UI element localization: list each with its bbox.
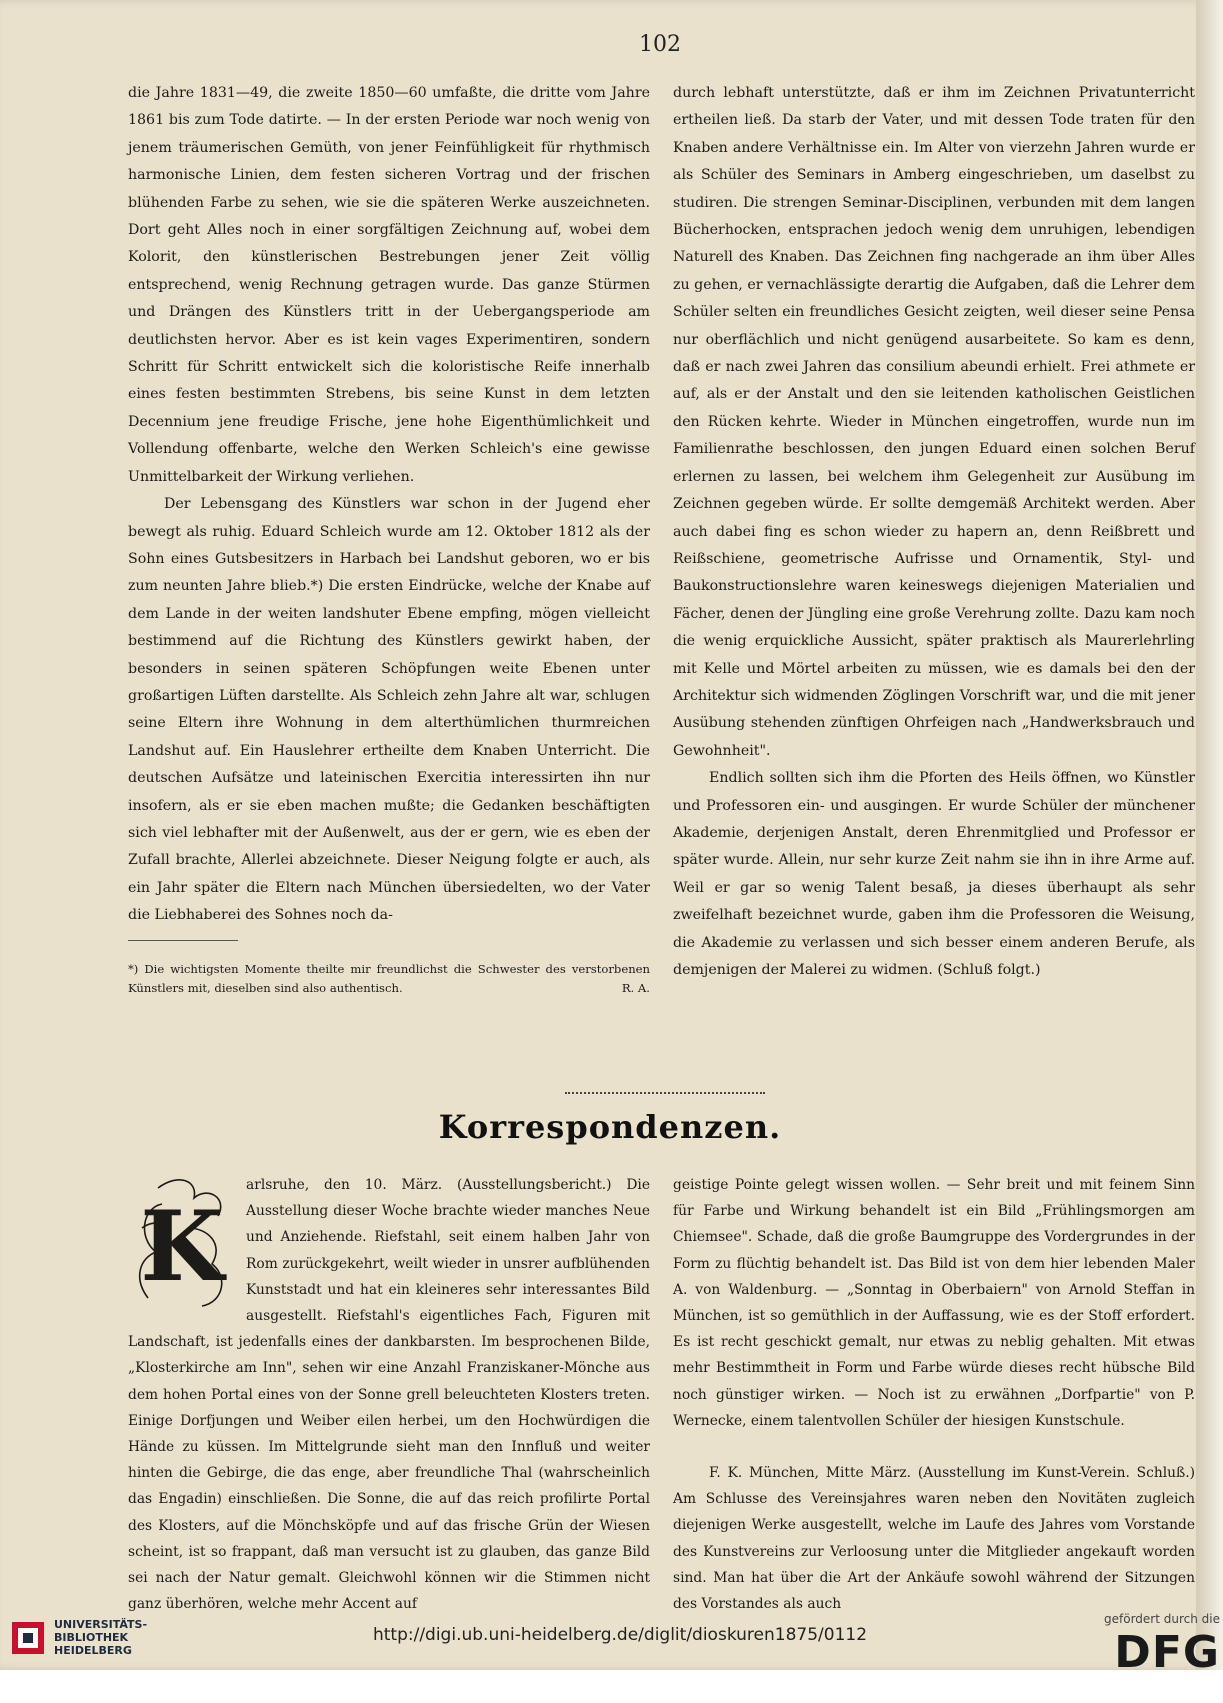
- source-url-link[interactable]: http://digi.ub.uni-heidelberg.de/diglit/dioskuren1875/0112: [372, 1625, 868, 1645]
- column-right-bottom: [673, 1172, 1195, 1617]
- paragraph: F. K. München, Mitte März. (Ausstellung im Kunst-Verein. Schluß.) Am Schlusse des Vereinsjahres waren neben den Novitäten zugleich diejenigen Werke ausgestellt, welche im Laufe des Jahres vom Vorstande des Kunstvereins zur Verloosung unter die Mitglieder angekauft worden sind. Man hat über die Art der Ankäufe sowohl während der Sitzungen des Vorstandes als auch: [673, 1465, 1195, 1613]
- paragraph: Der Lebensgang des Künstlers war schon in der Jugend eher bewegt als ruhig. Eduard Schleich wurde am 12. Oktober 1812 als der Sohn eines Gutsbesitzers in Harbach bei Landshut geboren, wo er bis zum neunten Jahre blieb.*) Die ersten Eindrücke, welche der Knabe auf dem Lande in der weiten landshuter Ebene empfing, mögen vielleicht bestimmend auf die Richtung des Künstlers gewirkt haben, der besonders in seinen späteren Schöpfungen weite Ebenen unter großartigen Lüften darstellte. Als Schleich zehn Jahre alt war, schlugen seine Eltern ihre Wohnung in dem alterthümlichen thurmreichen Landshut auf. Ein Hauslehrer ertheilte dem Knaben Unterricht. Die deutschen Aufsätze und lateinischen Exercitia interessirten ihn nur insofern, als er sie eben machen mußte; die Gedanken beschäftigten sich viel lebhafter mit der Außenwelt, aus der er gern, wie es eben der Zufall brachte, Allerlei abzeichnete. Dieser Neigung folgte er auch, als ein Jahr später die Eltern nach München übersiedelten, wo der Vater die Liebhaberei des Sohnes noch da-: [128, 496, 650, 924]
- section-heading: Korrespondenzen.: [438, 1108, 782, 1146]
- footnote-rule: [128, 940, 238, 941]
- library-line-1: UNIVERSITÄTS-: [54, 1618, 148, 1631]
- initial-spacer: [128, 1172, 246, 1322]
- paragraph-gap: [673, 1434, 1195, 1460]
- column-right-top: [673, 80, 1195, 984]
- library-line-2: BIBLIOTHEK: [54, 1631, 129, 1644]
- library-line-3: HEIDELBERG: [54, 1644, 132, 1657]
- dfg-logo-text: DFG: [1114, 1627, 1220, 1678]
- university-emblem-icon: [10, 1618, 46, 1658]
- footer-bar: [0, 1670, 1223, 1703]
- footnote-text: *) Die wichtigsten Momente theilte mir freundlichst die Schwester des verstorbenen Künstlers mit, dieselben sind also authentisch.: [128, 962, 650, 995]
- column-left-top: [128, 80, 650, 930]
- initial-letter: K: [140, 1190, 224, 1303]
- section-divider: [565, 1084, 765, 1094]
- column-left-bottom: [128, 1172, 650, 1617]
- funding-caption: gefördert durch die: [1104, 1612, 1220, 1626]
- paragraph: geistige Pointe gelegt wissen wollen. — Sehr breit und mit feinem Sinn für Farbe und Wirkung behandelt ist ein Bild „Frühlingsmorgen am Chiemsee". Schade, daß die große Baumgruppe des Vordergrundes in der Form zu flüchtig behandelt ist. Das Bild ist von dem hier lebenden Maler A. von Waldenburg. — „Sonntag in Oberbaiern" von Arnold Steffan in München, ist so gemüthlich in der Auffassung, wie es der Stoff erfordert. Es ist recht geschickt gemalt, nur etwas zu neblig gehalten. Mit etwas mehr Bestimmtheit in Form und Farbe würde dieses recht hübsche Bild noch günstiger wirken. — Noch ist zu erwähnen „Dorfpartie" von P. Wernecke, einem talentvollen Schüler der hiesigen Kunstschule.: [673, 1177, 1195, 1429]
- library-logo: [8, 1612, 168, 1664]
- page-edge: [1196, 0, 1223, 1670]
- funding-logo: [1070, 1612, 1220, 1692]
- footnote: [128, 960, 650, 998]
- footnote-signature: R. A.: [621, 981, 650, 995]
- paragraph: arlsruhe, den 10. März. (Ausstellungsbericht.) Die Ausstellung dieser Woche brachte wieder manches Neue und Anziehende. Riefstahl, seit einem halben Jahr von Rom zurückgekehrt, weilt wieder in unsrer aufblühenden Kunststadt und hat ein kleineres sehr interessantes Bild ausgestellt. Riefstahl's eigentliches Fach, Figuren mit Landschaft, ist jedenfalls eines der dankbarsten. Im besprochenen Bilde, „Klosterkirche am Inn", sehen wir eine Anzahl Franziskaner-Mönche aus dem hohen Portal eines von der Sonne grell beleuchteten Klosters treten. Einige Dorfjungen und Weiber eilen herbei, um den Hochwürdigen die Hände zu küssen. Im Mittelgrunde sieht man den Innfluß und weiter hinten die Gebirge, die das enge, aber freundliche Thal (wahrscheinlich das Engadin) einschließen. Die Sonne, die auf das reich profilirte Portal des Klosters, auf die Mönchsköpfe und auf das frische Grün der Wiesen scheint, ist so frappant, daß man versucht ist zu glauben, das ganze Bild sei nach der Natur gemalt. Gleichwohl können wir die Stimmen nicht ganz überhören, welche mehr Accent auf: [128, 1177, 650, 1613]
- paragraph: durch lebhaft unterstützte, daß er ihm im Zeichnen Privatunterricht ertheilen ließ. Da starb der Vater, und mit dessen Tode traten für den Knaben andere Verhältnisse ein. Im Alter von vierzehn Jahren wurde er als Schüler des Seminars in Amberg eingeschrieben, um daselbst zu studiren. Die strengen Seminar-Disciplinen, verbunden mit dem langen Bücherhocken, entsprachen jedoch wenig dem unruhigen, lebendigen Naturell des Knaben. Das Zeichnen fing nachgerade an ihm über Alles zu gehen, er vernachlässigte derartig die Aufgaben, daß die Lehrer dem Schüler selten ein freundliches Gesicht zeigten, weil dieser seine Pensa nur oberflächlich und nicht genügend ausarbeitete. So kam es denn, daß er nach zwei Jahren das consilium abeundi erhielt. Frei athmete er auf, als er der Anstalt und den sie leitenden katholischen Geistlichen den Rücken kehrte. Wieder in München eingetroffen, wurde nun im Familienrathe beschlossen, den jungen Eduard einen solchen Beruf erlernen zu lassen, bei welchem ihm Gelegenheit zur Ausübung im Zeichnen gegeben würde. Er sollte demgemäß Architekt werden. Aber auch dabei fing es schon wieder zu hapern an, denn Reißbrett und Reißschiene, geometrische Aufrisse und Ornamentik, Styl- und Baukonstructionslehre waren keineswegs diejenigen Materialien und Fächer, denen der Jüngling eine große Verehrung zollte. Dazu kam noch die wenig erquickliche Aussicht, später praktisch als Maurerlehrling mit Kelle und Mörtel arbeiten zu müssen, wie es damals bei den der Architektur sich widmenden Zöglingen Vorschrift war, und die mit jener Ausübung stehenden zünftigen Ohrfeigen nach „Handwerksbrauch und Gewohnheit".: [673, 85, 1195, 759]
- paragraph: die Jahre 1831—49, die zweite 1850—60 umfaßte, die dritte vom Jahre 1861 bis zum Tode datirte. — In der ersten Periode war noch wenig von jenem träumerischen Gemüth, von jener Feinfühligkeit für rhythmisch harmonische Linien, dem festen sicheren Vortrag und der frischen blühenden Farbe zu sehen, wie sie die späteren Werke auszeichneten. Dort geht Alles noch in einer sorgfältigen Zeichnung auf, wobei dem Kolorit, den künstlerischen Bestrebungen jener Zeit völlig entsprechend, wenig Rechnung getragen wurde. Das ganze Stürmen und Drängen des Künstlers tritt in der Uebergangsperiode am deutlichsten hervor. Aber es ist kein vages Experimentiren, sondern Schritt für Schritt entwickelt sich die koloristische Reife innerhalb eines festen bestimmten Strebens, bis seine Kunst in dem letzten Decennium jene freudige Frische, jene hohe Eigenthümlichkeit und Vollendung offenbarte, welche den Werken Schleich's eine gewisse Unmittelbarkeit der Wirkung verliehen.: [128, 85, 650, 485]
- page-number: 102: [639, 32, 681, 57]
- paragraph: Endlich sollten sich ihm die Pforten des Heils öffnen, wo Künstler und Professoren ein- und ausgingen. Er wurde Schüler der münchener Akademie, derjenigen Anstalt, deren Ehrenmitglied und Professor er später wurde. Allein, nur sehr kurze Zeit nahm sie ihn in ihre Arme auf. Weil er gar so wenig Talent besaß, ja dieses überhaupt als sehr zweifelhaft bezeichnet wurde, gaben ihm die Professoren die Weisung, die Akademie zu verlassen und sich besser einem anderen Berufe, als demjenigen der Malerei zu widmen. (Schluß folgt.): [673, 770, 1195, 978]
